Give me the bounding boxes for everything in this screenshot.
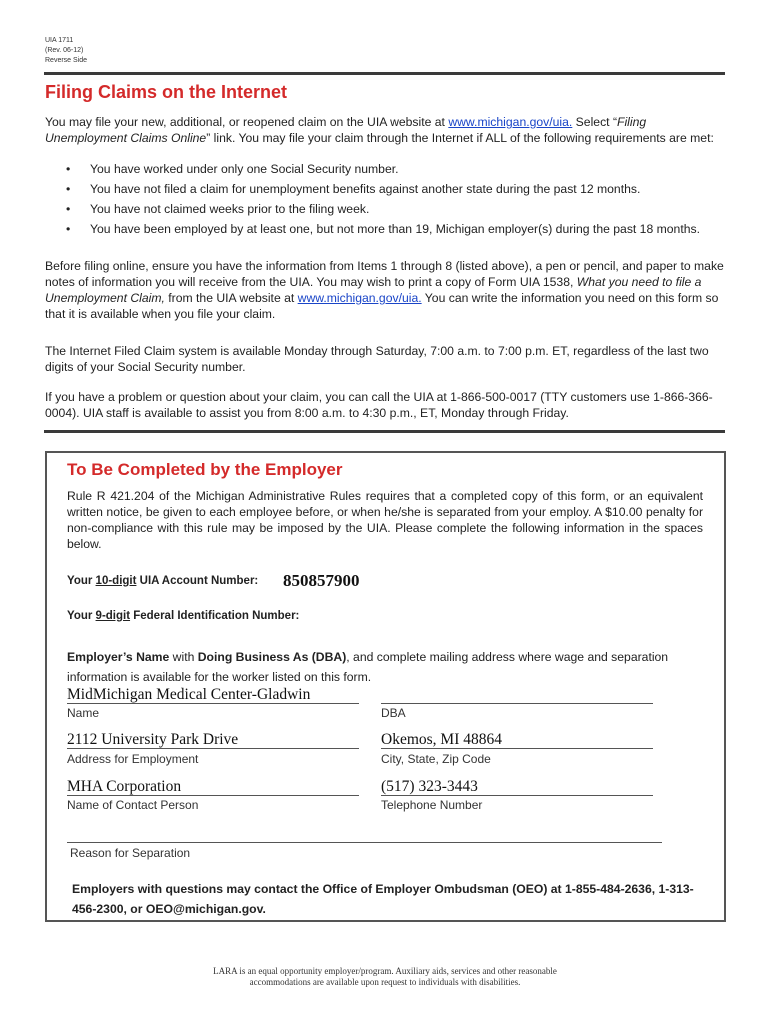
footer-line-1: LARA is an equal opportunity employer/program. Auxiliary aids, services and other reasonable bbox=[213, 966, 557, 976]
problem-contact-paragraph: If you have a problem or question about your claim, you can call the UIA at 1-866-500-0017 (TTY customers use 1-866-366-0004). UIA staff is available to assist you from 8:00 a.m. to 4:30 p.m., ET, Monday through Friday. bbox=[45, 390, 713, 420]
uia-website-link[interactable]: www.michigan.gov/uia. bbox=[448, 115, 573, 129]
telephone-value[interactable]: (517) 323-3443 bbox=[381, 778, 478, 795]
city-caption: City, State, Zip Code bbox=[381, 752, 491, 766]
requirements-list bbox=[66, 159, 700, 239]
account-number-label: Your 10-digit UIA Account Number: bbox=[67, 575, 259, 587]
form-header-codes bbox=[45, 36, 87, 66]
ombudsman-note: Employers with questions may contact the Office of Employer Ombudsman (OEO) at 1-855-484-2636, 1-313-456-2300, or OEO@michigan.gov. bbox=[72, 882, 694, 916]
contact-underline bbox=[67, 795, 359, 796]
list-item: • You have not filed a claim for unemployment benefits against another state during the past 12 months. bbox=[66, 182, 641, 196]
city-state-zip-value[interactable]: Okemos, MI 48864 bbox=[381, 731, 502, 748]
footer-line-2: accommodations are available upon request to individuals with disabilities. bbox=[249, 977, 521, 987]
uia-website-link-2[interactable]: www.michigan.gov/uia. bbox=[297, 291, 422, 305]
before-filing-paragraph: Before filing online, ensure you have the information from Items 1 through 8 (listed above), a pen or pencil, and paper to make notes of information you will receive from the UIA. You may wish to print a copy of Form UIA 1538, What you need to file a Unemployment Claim, from the UIA website at www.michigan.gov/uia. You can write the information you need on this form so that it is available when you file your claim. bbox=[45, 259, 724, 321]
footer-notice bbox=[0, 966, 770, 988]
employer-section-title: To Be Completed by the Employer bbox=[67, 460, 343, 479]
address-underline bbox=[67, 748, 359, 749]
contact-person-value[interactable]: MHA Corporation bbox=[67, 778, 182, 795]
fein-label: Your 9-digit Federal Identification Number: bbox=[67, 610, 300, 622]
name-underline bbox=[67, 703, 359, 704]
list-item: • You have not claimed weeks prior to the filing week. bbox=[66, 202, 370, 216]
form-revision: (Rev. 06-12) bbox=[45, 47, 84, 54]
internet-section-title: Filing Claims on the Internet bbox=[45, 82, 288, 102]
dba-caption: DBA bbox=[381, 706, 406, 720]
section-divider bbox=[44, 430, 725, 433]
name-caption: Name bbox=[67, 706, 100, 720]
phone-caption: Telephone Number bbox=[381, 798, 483, 812]
reason-caption: Reason for Separation bbox=[70, 846, 191, 860]
phone-underline bbox=[381, 795, 653, 796]
dba-underline bbox=[381, 703, 653, 704]
system-hours-paragraph: The Internet Filed Claim system is available Monday through Saturday, 7:00 a.m. to 7:00 p.m. ET, regardless of the last two digits of your Social Security number. bbox=[45, 344, 709, 374]
employer-name-value[interactable]: MidMichigan Medical Center-Gladwin bbox=[67, 686, 311, 703]
account-number-value[interactable]: 850857900 bbox=[283, 571, 360, 590]
employer-instructions: Employer’s Name with Doing Business As (DBA), and complete mailing address where wage and separation information is available for the worker listed on this form. bbox=[67, 650, 669, 684]
city-underline bbox=[381, 748, 653, 749]
employer-rule-paragraph: Rule R 421.204 of the Michigan Administrative Rules requires that a completed copy of this form, or an equivalent written notice, be given to each employee before, or when he/she is separated from your employ. A $10.00 penalty for non-compliance with this rule may be imposed by the UIA. Please complete the following information in the spaces below. bbox=[67, 489, 703, 551]
contact-caption: Name of Contact Person bbox=[67, 798, 199, 812]
form-side: Reverse Side bbox=[45, 57, 88, 64]
internet-intro-paragraph: You may file your new, additional, or reopened claim on the UIA website at www.michigan.gov/uia. Select “Filing Unemployment Claims Online” link. You may file your claim through the Internet if ALL of the following requirements are met: bbox=[45, 115, 714, 145]
reason-underline bbox=[67, 842, 662, 843]
address-caption: Address for Employment bbox=[67, 752, 199, 766]
address-value[interactable]: 2112 University Park Drive bbox=[67, 731, 239, 748]
list-item: • You have worked under only one Social Security number. bbox=[66, 162, 399, 176]
list-item: • You have been employed by at least one, but not more than 19, Michigan employer(s) during the past 18 months. bbox=[66, 222, 700, 236]
form-number: UIA 1711 bbox=[45, 37, 74, 44]
top-divider bbox=[44, 72, 725, 75]
